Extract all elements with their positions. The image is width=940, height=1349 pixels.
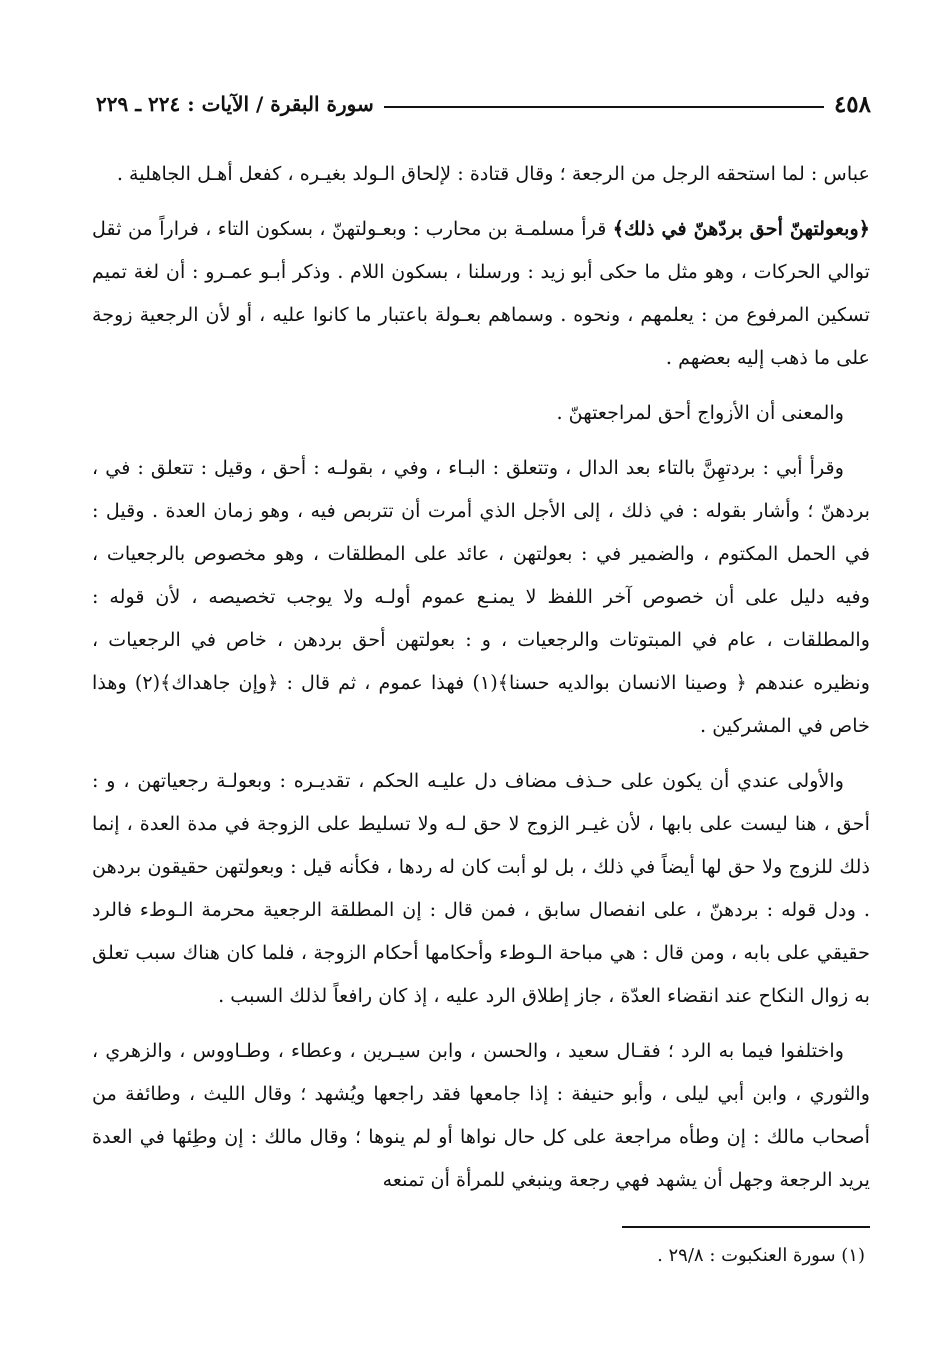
page-body bbox=[92, 152, 870, 1214]
page-header bbox=[96, 88, 871, 120]
header-rule bbox=[384, 106, 824, 108]
paragraph-text: واختلفوا فيما به الرد ؛ فقـال سعيد ، والحسن ، وابن سيـرين ، وعطاء ، وطـاووس ، والزهري ، والثوري ، وابن أبي ليلى ، وأبو حنيفة : إذا جامعها فقد راجعها ويُشهد ؛ وقال الليث ، وطائفة من أصحاب مالك : إن وطأه مراجعة على كل حال نواها أو لم ينوها ؛ وقال مالك : إن وطِئها في العدة يريد الرجعة وجهل أن يشهد فهي رجعة وينبغي للمرأة أن تمنعه bbox=[92, 1039, 870, 1191]
paragraph bbox=[92, 446, 870, 747]
paragraph-text: والأولى عندي أن يكون على حـذف مضاف دل عليـه الحكم ، تقديـره : وبعولـة رجعياتهن ، و : أحق ، هنا ليست على بابها ، لأن غيـر الزوج لا حق لـه ولا تسليط على الزوجة في مدة العدة ، إنما ذلك للزوج ولا حق لها أيضاً في ذلك ، بل لو أبت كان له ردها ، فكأنه قيل : وبعولتهن حقيقون بردهن . ودل قوله : بردهنّ ، على انفصال سابق ، فمن قال : إن المطلقة الرجعية محرمة الـوطء فالرد حقيقي على بابه ، ومن قال : هي مباحة الـوطء وأحكامها أحكام الزوجة ، فلما كان هناك سبب تعلق به زوال النكاح عند انقضاء العدّة ، جاز إطلاق الرد عليه ، إذ كان رافعاً لذلك السبب . bbox=[92, 769, 870, 1007]
paragraph-text: والمعنى أن الأزواج أحق لمراجعتهنّ . bbox=[556, 401, 844, 424]
paragraph-text: قرأ مسلمـة بن محارب : وبعـولتهنّ ، بسكون التاء ، فراراً من ثقل توالي الحركات ، وهو مثل ما حكى أبو زيد : ورسلنا ، بسكون اللام . وذكر أبـو عمـرو : أن لغة تميم تسكين المرفوع من : يعلمهم ، ونحوه . وسماهم بعـولة باعتبار ما كانوا عليه ، أو لأن الرجعية زوجة على ما ذهب إليه بعضهم . bbox=[92, 217, 870, 369]
footnote-separator bbox=[622, 1226, 870, 1228]
paragraph bbox=[92, 759, 870, 1017]
quran-verse: ﴿وبعولتهنّ أحق بردّهنّ في ذلك﴾ bbox=[612, 217, 870, 240]
page-number: ٤٥٨ bbox=[833, 90, 871, 118]
running-title: سورة البقرة / الآيات : ٢٢٤ ـ ٢٢٩ bbox=[96, 92, 374, 116]
footnote: (١) سورة العنكبوت : ٢٩/٨ . bbox=[657, 1245, 865, 1266]
paragraph-text: عباس : لما استحقه الرجل من الرجعة ؛ وقال قتادة : لإلحاق الـولد بغيـره ، كفعل أهـل الجاهلية . bbox=[116, 162, 870, 185]
paragraph bbox=[92, 1029, 870, 1201]
paragraph bbox=[92, 391, 870, 434]
paragraph-text: وقرأ أبي : بردتهِنَّ بالتاء بعد الدال ، وتتعلق : البـاء ، وفي ، بقولـه : أحق ، وقيل : تتعلق : في ، بردهنّ ؛ وأشار بقوله : في ذلك ، إلى الأجل الذي أمرت أن تتربص فيه ، وهو زمان العدة . وقيل : في الحمل المكتوم ، والضمير في : بعولتهن ، عائد على المطلقات ، وهو مخصوص بالرجعيات ، وفيه دليل على أن خصوص آخر اللفظ لا يمنـع عموم أولـه ولا يوجب تخصيصه ، لأن قوله : والمطلقات ، عام في المبتوتات والرجعيات ، و : بعولتهن أحق بردهن ، خاص في الرجعيات ، ونظيره عندهم ﴿ وصينا الانسان بوالديه حسنا﴾(١) فهذا عموم ، ثم قال : ﴿وإن جاهداك﴾(٢) وهذا خاص في المشركين . bbox=[92, 456, 870, 737]
paragraph bbox=[92, 207, 870, 379]
paragraph bbox=[92, 152, 870, 195]
